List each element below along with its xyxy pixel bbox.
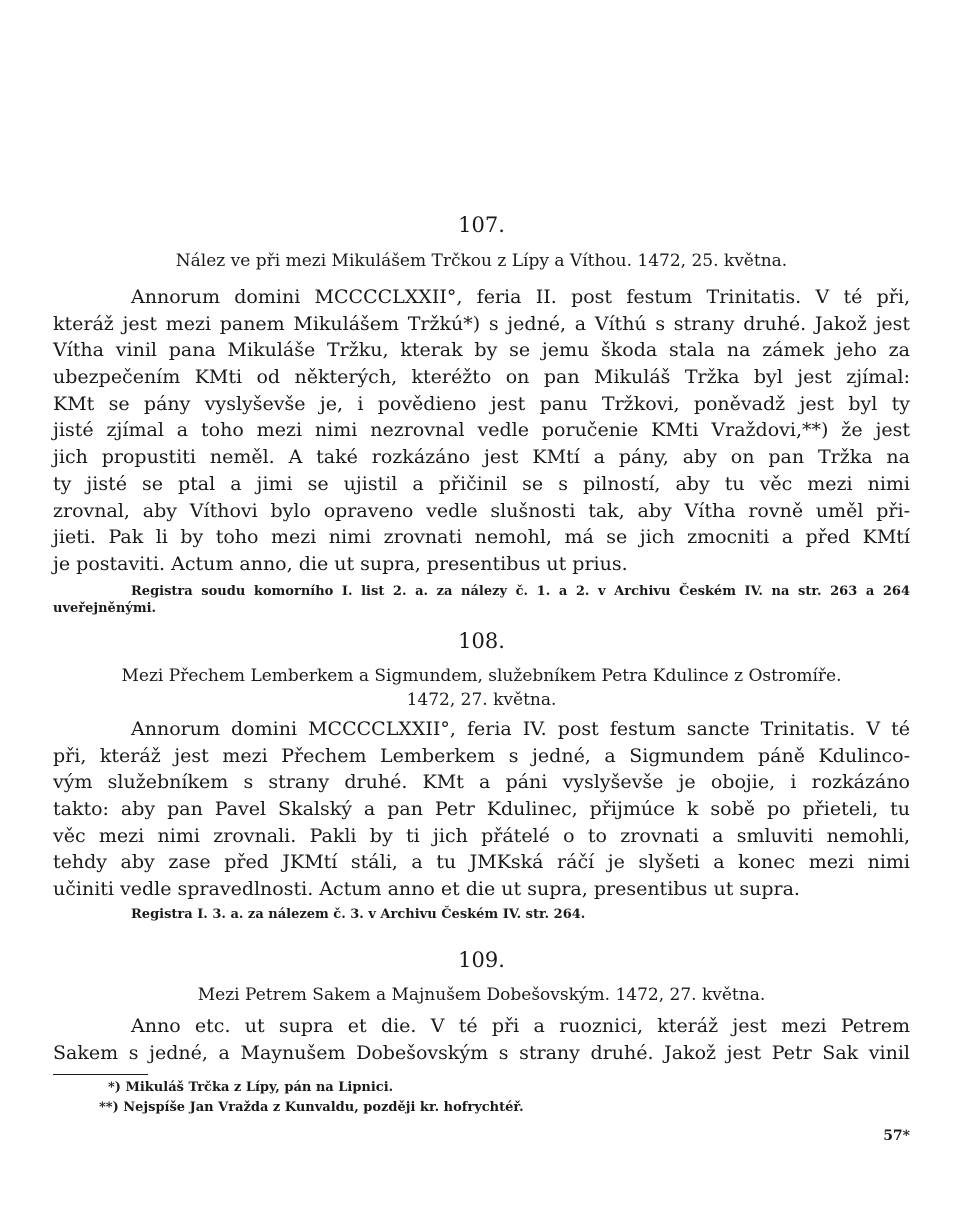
body-line: KMt se pány vyslyševše je, i povědieno jest panu Tržkovi, poněvadž jest byl ty [53, 392, 910, 415]
body-line: Annorum domini MCCCCLXXII°, feria IV. post festum sancte Trinitatis. V té [131, 718, 910, 740]
footnote: *) Mikuláš Trčka z Lípy, pán na Lipnici. [108, 1080, 394, 1095]
body-line: jisté zjímal a toho mezi nimi nezrovnal vedle poručenie KMti Vraždovi,**) že jest [53, 419, 910, 442]
body-line: Sakem s jedné, a Maynušem Dobešovským s strany druhé. Jakož jest Petr Sak vinil [53, 1041, 910, 1064]
page-signature: 57* [883, 1128, 910, 1144]
heading-line: 1472, 27. května. [406, 690, 557, 710]
entry-number: 109. [458, 948, 505, 972]
heading-line: Mezi Přechem Lemberkem a Sigmundem, služebníkem Petra Kdulince z Ostromíře. [121, 666, 842, 686]
body-line: tehdy aby zase před JKMtí stáli, a tu JMKská ráčí je slyšeti a konec mezi nimi [53, 851, 910, 874]
footnote: **) Nejspíše Jan Vražda z Kunvaldu, později kr. hofrychtéř. [99, 1100, 524, 1115]
document-page [53, 0, 910, 1208]
body-line: při, kteráž jest mezi Přechem Lemberkem s jedné, a Sigmundem páně Kdulinco- [53, 744, 910, 767]
entry-body [53, 716, 910, 903]
body-line: kteráž jest mezi panem Mikulášem Tržkú*) s jedné, a Víthú s strany druhé. Jakož jest [53, 312, 910, 335]
body-line: Anno etc. ut supra et die. V té při a ruoznici, kteráž jest mezi Petrem [131, 1015, 910, 1037]
heading-line: Nález ve při mezi Mikulášem Trčkou z Lípy a Víthou. 1472, 25. května. [175, 251, 788, 271]
body-line: zrovnal, aby Víthovi bylo opraveno vedle slušnosti tak, aby Vítha rovně uměl při- [53, 499, 910, 522]
body-line: učiniti vedle spravedlnosti. Actum anno et die ut supra, presentibus ut supra. [53, 878, 800, 901]
body-line: ty jisté se ptal a jimi se ujistil a přičinil se s pilností, aby tu věc mezi nimi [53, 472, 910, 495]
registry-line: uveřejněnými. [53, 601, 157, 616]
entry-body [53, 284, 910, 578]
body-line: vým služebníkem s strany druhé. KMt a páni vyslyševše je obojie, i rozkázáno [53, 771, 910, 794]
body-line: takto: aby pan Pavel Skalský a pan Petr Kdulinec, přijmúce k sobě po přieteli, tu [53, 798, 910, 821]
entry-heading [53, 249, 910, 273]
entry-heading [53, 983, 910, 1007]
registry-note [53, 583, 910, 617]
body-line: jieti. Pak li by toho mezi nimi zrovnati nemohl, má se jich zmocniti a před KMtí [53, 526, 910, 549]
body-line: je postaviti. Actum anno, die ut supra, presentibus ut prius. [53, 552, 628, 575]
body-line: jich propustiti neměl. A také rozkázáno jest KMtí a pány, aby on pan Tržka na [53, 446, 910, 469]
entry-number: 107. [458, 213, 505, 237]
entry-body [53, 1013, 910, 1066]
heading-line: Mezi Petrem Sakem a Majnušem Dobešovským. 1472, 27. května. [197, 985, 766, 1005]
entry-number: 108. [458, 629, 505, 653]
body-line: Annorum domini MCCCCLXXII°, feria II. post festum Trinitatis. V té při, [131, 286, 910, 308]
registry-line: Registra I. 3. a. za nálezem č. 3. v Archivu Českém IV. str. 264. [131, 907, 586, 922]
body-line: věc mezi nimi zrovnali. Pakli by ti jich přátelé o to zrovnati a smluviti nemohli, [53, 824, 910, 847]
entry-heading [53, 664, 910, 712]
registry-note [53, 906, 910, 923]
registry-line: Registra soudu komorního I. list 2. a. za nálezy č. 1. a 2. v Archivu Českém IV. na str. 263 a 264 [131, 584, 910, 599]
body-line: ubezpečením KMti od některých, kteréžto on pan Mikuláš Tržka byl jest zjímal: [53, 366, 910, 389]
footnote-rule [53, 1074, 148, 1075]
body-line: Vítha vinil pana Mikuláše Tržku, kterak by se jemu škoda stala na zámek jeho za [53, 339, 910, 362]
